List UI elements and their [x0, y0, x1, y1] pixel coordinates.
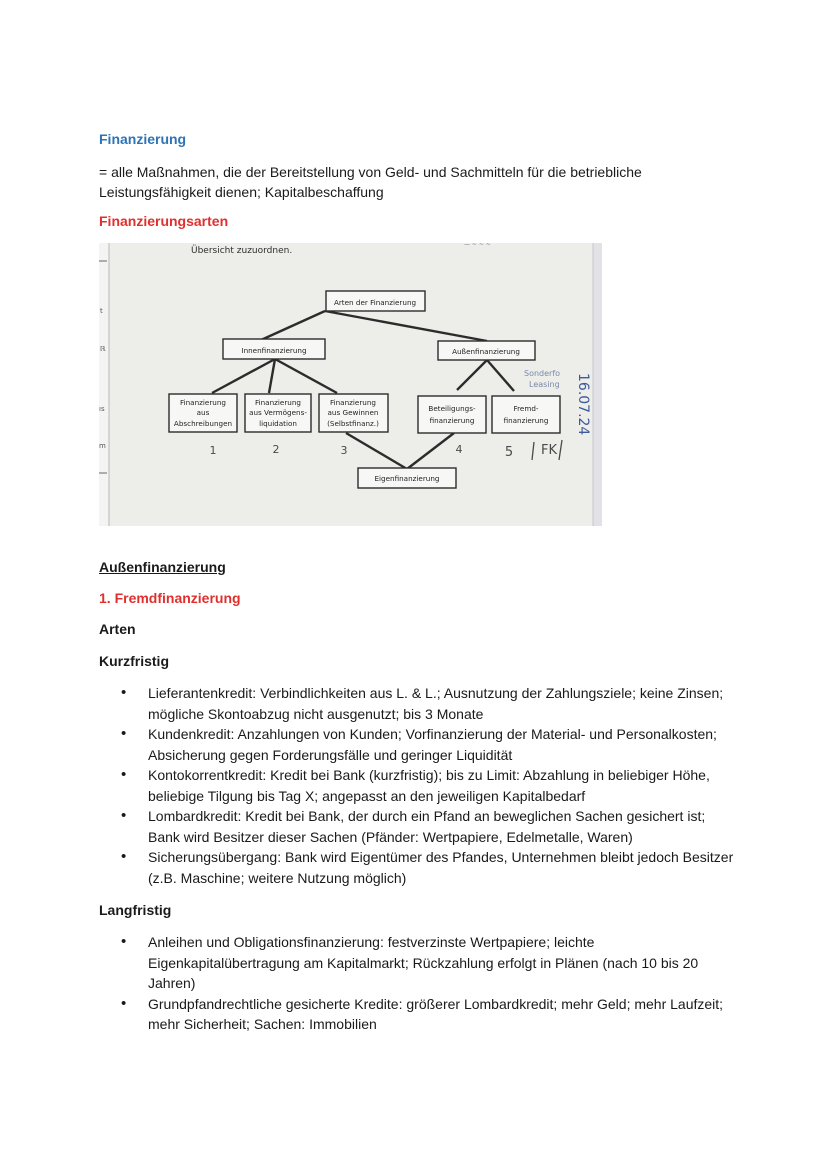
list-item: • Anleihen und Obligationsfinanzierung: festverzinste Wertpapiere; leichte Eigenkapitalübertragung am Kapitalmarkt; Rückzahlung erfolgt in Plänen (nach 10 bis 20 Jahren): [99, 932, 739, 994]
svg-text:Beteiligungs-: Beteiligungs-: [428, 404, 476, 413]
diagram-svg: [99, 243, 602, 526]
svg-text:t: t: [100, 307, 103, 315]
heading-finanzierung: Finanzierung: [99, 131, 187, 147]
box-leaf-fremd: [492, 396, 560, 433]
list-kurzfristig: [99, 683, 739, 888]
box-leaf-beteiligung: [418, 396, 486, 433]
svg-text:Abschreibungen: Abschreibungen: [173, 419, 233, 428]
heading-langfristig: Langfristig: [99, 902, 172, 918]
list-item: • Kontokorrentkredit: Kredit bei Bank (kurzfristig); bis zu Limit: Abzahlung in beliebiger Höhe, beliebige Tilgung bis Tag X; angepasst an den jeweiligen Kapitalbedarf: [99, 765, 739, 806]
svg-text:Sonderfo: Sonderfo: [524, 369, 561, 378]
svg-text:ℝ: ℝ: [100, 345, 106, 353]
svg-text:Leasing: Leasing: [529, 380, 560, 389]
svg-text:liquidation: liquidation: [259, 419, 297, 428]
svg-text:ıs: ıs: [99, 405, 105, 413]
svg-text:1: 1: [209, 444, 217, 457]
handwritten-date: 16.07.24: [575, 373, 591, 436]
label-innen: Innenfinanzierung: [241, 346, 307, 355]
list-item: • Kundenkredit: Anzahlungen von Kunden; Vorfinanzierung der Material- und Personalkosten; Absicherung gegen Forderungsfälle und geringer Liquidität: [99, 724, 739, 765]
svg-text:— ~ ~ ~: — ~ ~ ~: [464, 243, 491, 248]
svg-text:4: 4: [455, 443, 463, 456]
list-item: • Sicherungsübergang: Bank wird Eigentümer des Pfandes, Unternehmen bleibt jedoch Besitzer (z.B. Maschine; weitere Nutzung möglich): [99, 847, 739, 888]
svg-text:m: m: [99, 442, 106, 450]
diagram-photo: [99, 243, 602, 526]
heading-finanzierungsarten: Finanzierungsarten: [99, 213, 229, 229]
definition-text: = alle Maßnahmen, die der Bereitstellung von Geld- und Sachmitteln für die betriebliche Leistungsfähigkeit dienen; Kapitalbeschaffung: [99, 164, 642, 200]
svg-text:FK: FK: [540, 443, 558, 458]
svg-text:Finanzierung: Finanzierung: [180, 398, 226, 407]
list-item: • Lieferantenkredit: Verbindlichkeiten aus L. & L.; Ausnutzung der Zahlungsziele; keine Zinsen; mögliche Skontoabzug nicht ausgenutzt; bis 3 Monate: [99, 683, 739, 724]
svg-text:Finanzierung: Finanzierung: [255, 398, 301, 407]
svg-text:3: 3: [340, 444, 348, 457]
label-arten: Arten der Finanzierung: [333, 298, 417, 307]
photo-top-caption: Übersicht zuzuordnen.: [191, 246, 293, 256]
heading-aussenfinanzierung: Außenfinanzierung: [99, 559, 226, 575]
label-aussen: Außenfinanzierung: [452, 347, 520, 356]
svg-text:finanzierung: finanzierung: [503, 416, 549, 425]
list-item: • Lombardkredit: Kredit bei Bank, der durch ein Pfand an beweglichen Sachen gesichert ist; Bank wird Besitzer dieser Sachen (Pfänder: Wertpapiere, Edelmetalle, Waren): [99, 806, 739, 847]
heading-kurzfristig: Kurzfristig: [99, 653, 169, 669]
svg-text:(Selbstfinanz.): (Selbstfinanz.): [327, 419, 379, 428]
svg-text:aus: aus: [196, 408, 210, 417]
svg-text:Finanzierung: Finanzierung: [330, 398, 376, 407]
svg-text:aus Gewinnen: aus Gewinnen: [327, 408, 379, 417]
heading-arten: Arten: [99, 621, 136, 637]
svg-text:2: 2: [272, 443, 280, 456]
heading-fremdfinanzierung: 1. Fremdfinanzierung: [99, 590, 241, 606]
svg-text:finanzierung: finanzierung: [429, 416, 475, 425]
svg-text:aus Vermögens-: aus Vermögens-: [249, 408, 307, 417]
list-item: • Grundpfandrechtliche gesicherte Kredite: größerer Lombardkredit; mehr Geld; mehr Laufzeit; mehr Sicherheit; Sachen: Immobilien: [99, 994, 739, 1035]
svg-text:5: 5: [504, 445, 514, 460]
label-eigen: Eigenfinanzierung: [374, 474, 440, 483]
svg-text:Fremd-: Fremd-: [513, 404, 539, 413]
list-langfristig: [99, 932, 739, 1035]
